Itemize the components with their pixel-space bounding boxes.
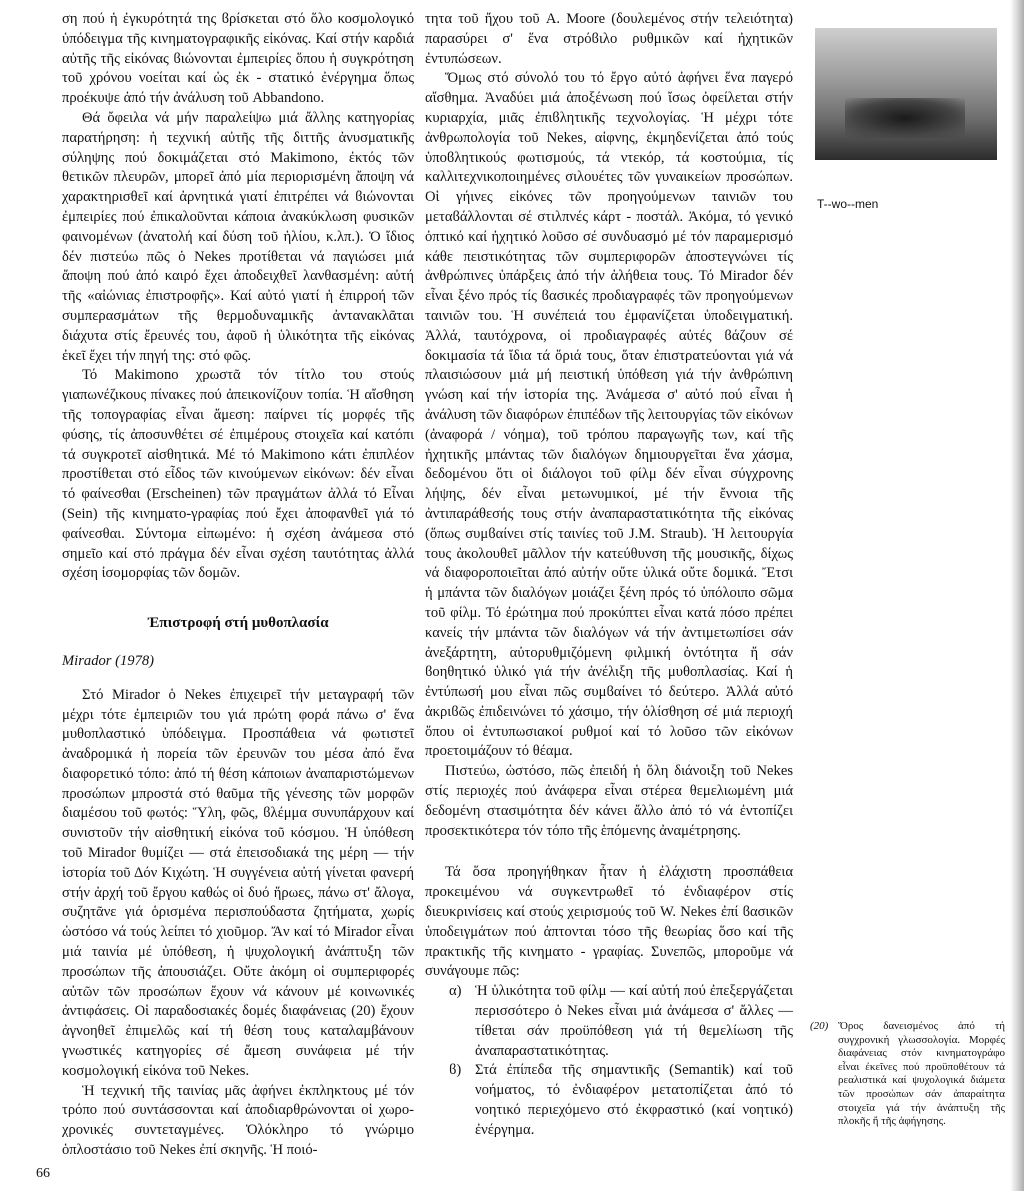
paragraph: Θά ὄφειλα νά μήν παραλείψω μιά ἄλλης κατηγορίας παρατήρηση: ἡ τεχνική αὐτῆς τῆς διττῆς ἀνυσματικῆς σύληψης πού δοκιμάζεται στό Makimono, ἐκτός τῶν θετικῶν πλευρῶν, μπορεῖ ἀπό μία περιορισμένη ἄποψη νά χαρακτηρισθεῖ καί ἀρνητικά γιατί ἐπιτρέπει νά ϐιώνονται ἐμπειρίες πού ἐπικαλοῦνται κάποια ἀνακύκλωση φυσικῶν φαινομένων (ἀνατολή καί δύση τοῦ ἡλίου, κ.λπ.). Ὁ ἴδιος δέν πιστεύω πῶς ὁ Nekes προτίθεται νά παγιώσει μιά ἄποψη πού ἀπό καιρό ἔχει ἀποδειχθεῖ λανθασμένη: αὐτή τῆς «αἰώνιας ἐπιστροφῆς». Καί αὐτό γιατί ἡ ἐπιρροή τῶν συμπερασμάτων τῆς θερμοδυναμικῆς ἀντανακλᾶται διάχυτα στίς ἔρευνές του, ἀφοῦ ἡ ὑλικότητα τῆς εἰκόνας ἐκεῖ ἔχει τήν πηγή της: στό φῶς.	[62, 109, 414, 364]
footnote-number: (20)	[810, 1020, 829, 1032]
left-column	[62, 10, 414, 1161]
paragraph: τητα τοῦ ἤχου τοῦ A. Moore (δουλεμένος στήν τελειότητα) παρασύρει σ' ἕνα στρόϐιλο ρυθμικῶν καί ἠχητικῶν ἐντυπώσεων.	[425, 11, 793, 67]
paragraph: ση πού ἡ ἐγκυρότητά της ϐρίσκεται στό ὅλο κοσμολογικό ὑπόδειγμα τῆς κινηματογραφικῆς εἰκόνας. Καί στήν καρδιά αὐτῆς τῆς εἰκόνας ϐιώνονται ἐμπειρίες ὅπου ἡ συγκρότηση τοῦ χρόνου νοείται καί ὡς ἐκ - στατικό ἐνέργημα ὅπως προέκυψε ἀπό τήν ἀνάλυση τοῦ Abbandono.	[62, 11, 414, 107]
figure-caption: T--wo--men	[817, 197, 879, 211]
paragraph: Πιστεύω, ὡστόσο, πῶς ἐπειδή ἡ ὅλη διάνοιξη τοῦ Nekes στίς περιοχές πού ἀνάφερα εἶναι στέρεα θεμελιωμένη μιά δεδομένη στασιμότητα δέν κάνει ἄλλο ἀπό τό νά ἐντοπίζει προσεκτικότερα τόν τόπο τῆς ἑπόμενης ἀναμέτρησης.	[425, 763, 793, 839]
section-heading: Ἐπιστροφή στή μυθοπλασία	[147, 615, 329, 632]
list-marker: α)	[449, 983, 462, 1000]
page-number: 66	[36, 1166, 50, 1181]
paragraph: Στό Mirador ὁ Nekes ἐπιχειρεῖ τήν μεταγραφή τῶν μέχρι τότε ἐμπειριῶν του γιά πρώτη φορά πάνω σ' ἕνα μυθοπλαστικό ὑπόδειγμα. Προσπάθεια νά φωτιστεῖ ἀναδρομικά ἡ πορεία τῶν ἐρευνῶν του μέσα ἀπό ἕνα διαφορετικό τόπο: ἀπό τή θέση κάποιων ἀναπαριστώμενων προσώπων μπροστά στό θαῦμα τῆς γένεσης τῶν μορφῶν διαμέσου τοῦ φωτός: Ὕλη, φῶς, ϐλέμμα συνυπάρχουν καί συνιστοῦν τήν αἰσθητική εἰκόνα τοῦ κόσμου. Ἡ ὑπόθεση τοῦ Mirador θυμίζει — στά ἐπεισοδιακά της μέρη — τήν ἱστορία τοῦ Δόν Κιχώτη. Ἡ συγγένεια αὐτή γίνεται φανερή στήν ἀρχή τοῦ ἔργου καθώς οἱ δυό ἥρωες, πάνω στ' ἄλογα, συζητᾶνε γιά ὁρισμένα περισπούδαστα ζητήματα, χωρίς ὡστόσο νά τούς λείπει τό χιοῦμορ. Ἄν καί τό Mirador εἶναι μιά ταινία μέ ὑπόθεση, ἡ ψυχολογική ἀνάπτυξη τῶν προσώπων τῆς ἀπουσιάζει. Οὔτε ἀκόμη οἱ συμπεριφορές αὐτῶν τῶν προσώπων ἔχουν νά κάνουν μέ κοινωνικές ἀντιφάσεις. Οἱ παραδοσιακές δομές διαφάνειας (20) ἔχουν ἀγνοηθεῖ ἐπιμελῶς καί τή θέση τους καταλαμβάνουν γνωστικές κατηγορίες σέ ἄμεση συνάφεια μέ τήν κοσμολογική εἰκόνα τοῦ Nekes.	[62, 686, 414, 1079]
conclusion-list	[449, 982, 793, 1140]
film-still-photo	[815, 28, 997, 160]
paragraph: Ὅμως στό σύνολό του τό ἔργο αὐτό ἀφήνει ἕνα παγερό αἴσθημα. Ἀναδύει μιά ἀποξένωση πού ἴσως ὀφείλεται στήν κυριαρχία, μιᾶς ἐπιϐλητικῆς τεχνολογίας. Ἡ μέχρι τότε ἀνθρωπολογία τοῦ Nekes, αἰφνης, ἐκμηδενίζεται ἀπό τούς ὑποϐλητικούς φωτισμούς, τά ντεκόρ, τά κοστούμια, τίς καλλιτεχνικοποιημένες σιλουέτες τῶν γυναικείων προσώπων. Οἱ γήινες εἰκόνες τῶν προηγούμενων ταινιῶν του μεταϐάλλονται σέ στιλπνές κάρτ - ποστάλ. Ἀκόμα, τό γενικό ὀπτικό καί ἠχητικό λοῦσο σέ συνδυασμό μέ τόν παραμερισμό κάθε πειστικότητας τῶν συμπεριφορῶν ἀποστεγνώνει τίς ἀνθρώπινες ὑπάρξεις ἀπό τήν ἀλήθεια τους. Τό Mirador δέν εἶναι ξένο πρός τίς ϐασικές προδιαγραφές τῶν προηγούμενων ταινιῶν του. Ἡ συνέπειά του ἐμφανίζεται ὑποδειγματική. Ἀλλά, ταυτόχρονα, οἱ προδιαγραφές αὐτές ϐάζουν σέ δοκιμασία τά ἴδια τά ὅριά τους, ὅταν ἐπιστρατεύονται γιά νά πλαισιώσουν μιά μή πειστική ὑπόθεση γιά τήν ἀνθρώπινη γνώση καί τήν ἱστορία της. Ἀνάμεσα σ' αὐτό πού εἶναι ἡ ἀνάλυση τῶν διαφόρων ἐπιπέδων τῆς λειτουργίας τῶν εἰκόνων (ἀναφορά / νόημα), τοῦ τρόπου παραγωγῆς των, καί τῆς ἠχητικῆς μπάντας τῶν διαλόγων δημιουργεῖται ἕνα χάσμα, δεδομένου ὅτι οἱ διάλογοι τοῦ φίλμ δέν εἶναι σύγχρονης λήψης, δέν εἶναι μετωνυμικοί, μέ τήν ἔννοια τῆς ἀντιπαράθεσής τους στήν ἀναπαραστατικότητα τῆς εἰκόνας (ὅπως συμϐαίνει στίς ταινίες τοῦ J.M. Straub). Ἡ λειτουργία τους ἀκολουθεῖ μᾶλλον τήν κατεύθυνση τῆς μουσικῆς, δίχως νά διαφοροποιεῖται ἀπό αὐτήν οὔτε ὑλικά οὔτε δομικά. Ἔτσι ἡ μπάντα τῶν διαλόγων μοιάζει ξένη πρός τό ὑπόλοιπο σῶμα τοῦ φίλμ. Τό ἐρώτημα πού προκύπτει εἶναι κατά πόσο πρέπει κανείς τήν μπάντα τῶν διαλόγων νά τήν ἀντιμετωπίσει σάν ἀνεξάρτητη, αὐτορυθμιζόμενη φιλμική ὀντότητα ἤ σάν ϐοηθητικό ὑλικό γιά τήν ἀνέλιξη τῆς μυθοπλασίας. Καί ἡ ἐντύπωσή μου εἶναι πῶς συμϐαίνει τό δεύτερο. Ἀλλά αὐτό ἀκριϐῶς ἐπιδεινώνει τό χάσιμο, τήν ὀλίσθηση σέ μιά περιοχή ὅπου οἱ ἐντυπωσιακοί ρυθμοί καί τό λοῦσο τῶν εἰκόνων προετοιμάζουν τό θέαμα.	[425, 70, 793, 760]
scan-edge	[1010, 0, 1024, 1191]
footnote-text: Ὅρος δανεισμένος ἀπό τή συγχρονική γλωσσολογία. Μορφές διαφάνειας στόν κινηματογράφο εἶναι ἐκεῖνες πού προϋποθέτουν τά ρεαλιστικά καί ψυχολογικά διάμετα τῶν προσώπων σάν ἀπαραίτητα στοιχεῖα γιά τήν ἀνάπτυξη τῆς πλοκῆς ἤ τῆς ἀφήγησης.	[838, 1020, 1005, 1128]
paragraph: Τά ὅσα προηγήθηκαν ἦταν ἡ ἐλάχιστη προσπάθεια προκειμένου νά συγκεντρωθεῖ τό ἐνδιαφέρον στίς διευκρινίσεις καί στούς χειρισμούς τοῦ W. Nekes ἐπί ϐασικῶν ὑποδειγμάτων πού ἀπτονται τόσο τῆς θεωρίας ὅσο καί τῆς πρακτικῆς τῆς κινηματο - γραφίας. Συνεπῶς, μποροῦμε νά συνάγουμε πῶς:	[425, 864, 793, 980]
paragraph: Τό Makimono χρωστᾶ τόν τίτλο του στούς γιαπωνέζικους πίνακες πού ἀπεικονίζουν τοπία. Ἡ αἴσθηση τῆς τοπογραφίας εἶναι ἄμεση: παίρνει τίς μορφές τῆς φύσης, τίς ἀποσυνθέτει σέ ἐπιμέρους στοιχεῖα καί κατόπι τά συγκροτεῖ αἰσθητικά. Μέ τό Makimono κάτι ἐπιπλέον προστίθεται στό εἶδος τῶν κινούμενων εἰκόνων: δέν εἶναι τό φαίνεσθαι (Erscheinen) τῶν πραγμάτων ἀλλά τό Εἶναι (Sein) τῆς κινηματο-γραφίας πού ἔχει ἀποφανθεῖ γιά τό φαίνεσθαι. Σύντομα εἰπωμένο: ἡ σχέση ἀνάμεσα στό σημεῖο καί στό πράγμα δέν εἶναι σχέση ταυτότητας ἀλλά σχέση ἰσομορφίας τῶν δομῶν.	[62, 367, 414, 582]
list-item-text: Στά ἐπίπεδα τῆς σημαντικῆς (Semantik) καί τοῦ νοήματος, τό ἐνδιαφέρον μετατοπίζεται ἀπό τό νοητικό περιεχόμενο στό ἐκφραστικό (καί νοητικό) ἐνέργημα.	[475, 1062, 793, 1138]
list-item	[449, 1061, 793, 1140]
paragraph: Ἡ τεχνική τῆς ταινίας μᾶς ἀφήνει ἐκπληκτους μέ τόν τρόπο πού συντάσσονται καί ἀποδιαρθρώνονται οἱ χωρο-χρονικές συντεταγμένες. Ὁλόκληρο τό γνώριμο ὁπλοστάσιο τοῦ Nekes ἐπί σκηνῆς. Ἡ ποιό-	[62, 1082, 414, 1159]
list-item	[449, 982, 793, 1061]
footnote	[810, 1020, 1005, 1129]
section-subheading: Mirador (1978)	[62, 652, 155, 669]
list-marker: ϐ)	[449, 1062, 462, 1079]
middle-column	[425, 10, 793, 1141]
paragraph-gap	[425, 841, 793, 863]
list-item-text: Ἡ ὑλικότητα τοῦ φίλμ — καί αὐτή πού ἐπεξεργάζεται περισσότερο ὁ Nekes εἶναι μιά ἀνάμεσα σ' ἄλλες — τίθεται σάν προϋπόθεση γιά τή θεμελίωση τῆς ἀναπαραστατικότητας.	[475, 983, 793, 1059]
